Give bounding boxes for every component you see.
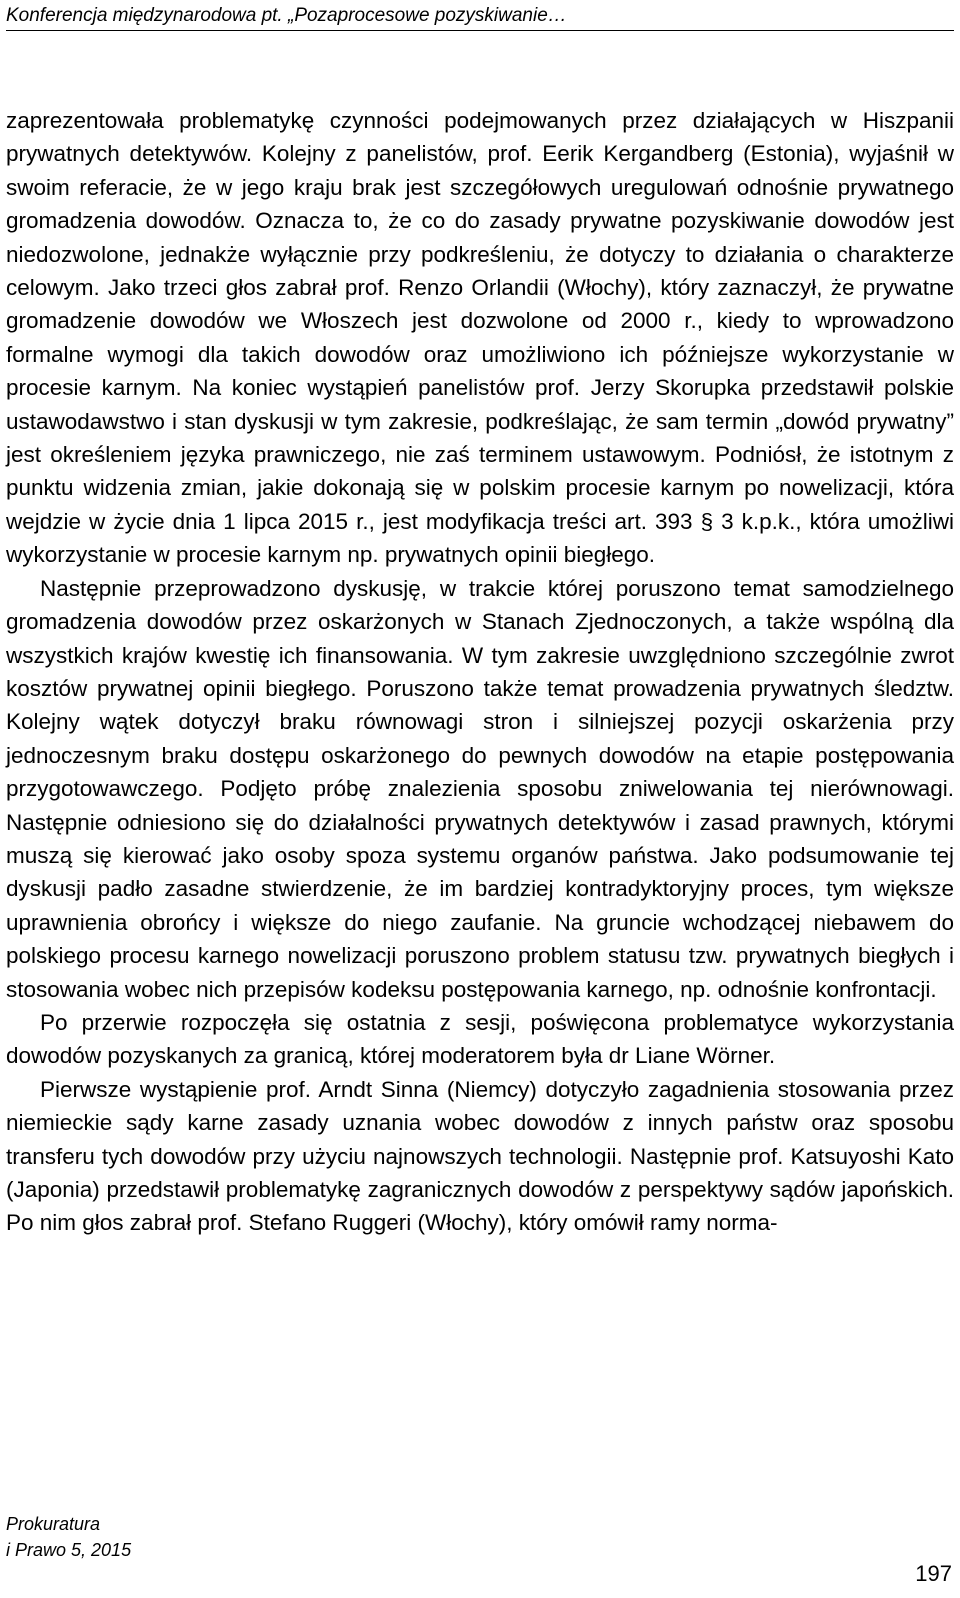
article-body	[6, 104, 954, 1240]
paragraph-3: Po przerwie rozpoczęła się ostatnia z sesji, poświęcona problematyce wykorzystania dowodów pozyskanych za granicą, której moderatorem była dr Liane Wörner.	[6, 1009, 954, 1069]
journal-issue: i Prawo 5, 2015	[6, 1540, 132, 1560]
journal-footer	[6, 1511, 131, 1563]
page-number: 197	[915, 1561, 952, 1586]
running-title: Konferencja międzynarodowa pt. „Pozaprocesowe pozyskiwanie…	[6, 5, 567, 26]
paragraph-2: Następnie przeprowadzono dyskusję, w trakcie której poruszono temat samodzielnego gromadzenia dowodów przez oskarżonych w Stanach Zjednoczonych, a także wspólną dla wszystkich krajów kwestię ich finansowania. W tym zakresie uwzględniono szczególnie zwrot kosztów prywatnej opinii biegłego. Poruszono także temat prowadzenia prywatnych śledztw. Kolejny wątek dotyczył braku równowagi stron i silniejszej pozycji oskarżenia przy jednoczesnym braku dostępu oskarżonego do pewnych dowodów na etapie postępowania przygotowawczego. Podjęto próbę znalezienia sposobu zniwelowania tej nierównowagi. Następnie odniesiono się do działalności prywatnych detektywów i zasad prawnych, którymi muszą się kierować jako osoby spoza systemu organów państwa. Jako podsumowanie tej dyskusji padło zasadne stwierdzenie, że im bardziej kontradyktoryjny proces, tym większe uprawnienia obrońcy i większe do niego zaufanie. Na gruncie wchodzącej niebawem do polskiego procesu karnego nowelizacji poruszono problem statusu tzw. prywatnych biegłych i stosowania wobec nich przepisów kodeksu postępowania karnego, np. odnośnie konfrontacji.	[6, 575, 954, 1002]
paragraph-1: zaprezentowała problematykę czynności podejmowanych przez działających w Hiszpanii prywatnych detektywów. Kolejny z panelistów, prof. Eerik Kergandberg (Estonia), wyjaśnił w swoim referacie, że w jego kraju brak jest szczegółowych uregulowań odnośnie prywatnego gromadzenia dowodów. Oznacza to, że co do zasady prywatne pozyskiwanie dowodów jest niedozwolone, jednakże wyłącznie przy podkreśleniu, że dotyczy to działania o charakterze celowym. Jako trzeci głos zabrał prof. Renzo Orlandii (Włochy), który zaznaczył, że prywatne gromadzenie dowodów we Włoszech jest dozwolone od 2000 r., kiedy to wprowadzono formalne wymogi dla takich dowodów oraz umożliwiono ich późniejsze wykorzystanie w procesie karnym. Na koniec wystąpień panelistów prof. Jerzy Skorupka przedstawił polskie ustawodawstwo i stan dyskusji w tym zakresie, podkreślając, że sam termin „dowód prywatny” jest określeniem języka prawniczego, nie zaś terminem ustawowym. Podniósł, że istotnym z punktu widzenia zmian, jakie dokonają się w polskim procesie karnym po nowelizacji, która wejdzie w życie dnia 1 lipca 2015 r., jest modyfikacja treści art. 393 § 3 k.p.k., która umożliwi wykorzystanie w procesie karnym np. prywatnych opinii biegłego.	[6, 108, 954, 568]
running-header	[6, 2, 954, 31]
paragraph-4: Pierwsze wystąpienie prof. Arndt Sinna (Niemcy) dotyczyło zagadnienia stosowania przez niemieckie sądy karne zasady uznania wobec dowodów z innych państw oraz sposobu transferu tych dowodów przy użyciu najnowszych technologii. Następnie prof. Katsuyoshi Kato (Japonia) przedstawił problematykę zagranicznych dowodów z perspektywy sądów japońskich. Po nim głos zabrał prof. Stefano Ruggeri (Włochy), który omówił ramy norma-	[6, 1076, 954, 1236]
journal-name: Prokuratura	[6, 1514, 101, 1534]
